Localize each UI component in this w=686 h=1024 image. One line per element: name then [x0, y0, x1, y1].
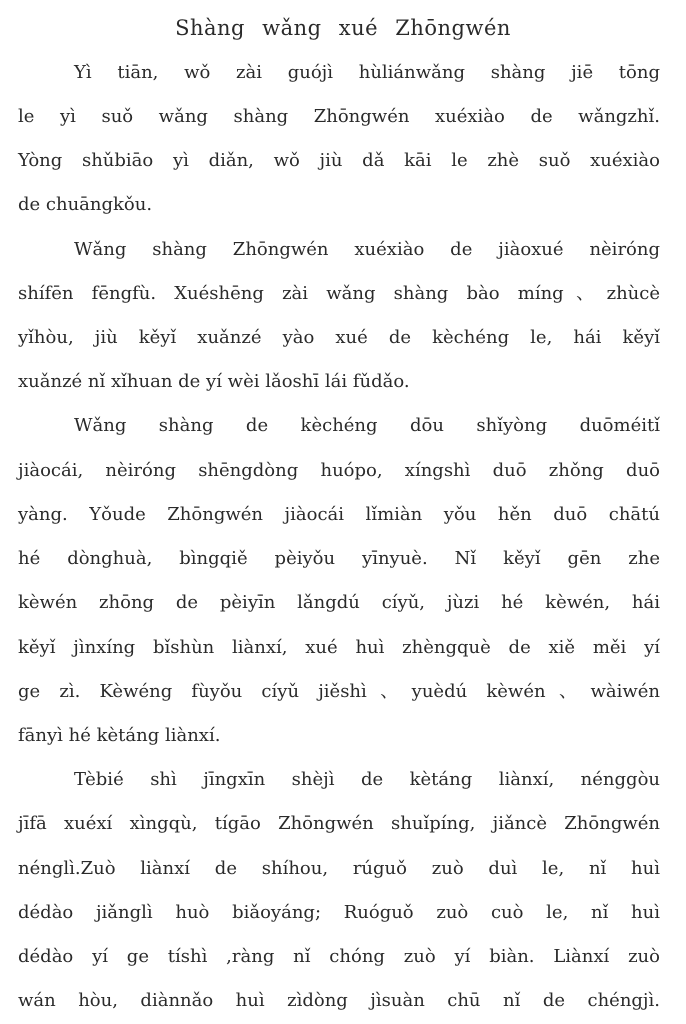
text-line: de chuāngkǒu. — [18, 194, 153, 215]
text-line: jiàocái, nèiróng shēngdòng huópo, xíngshì duō zhǒng duō — [18, 460, 660, 481]
text-line: shífēn fēngfù. Xuéshēng zài wǎng shàng bào míng、zhùcè — [18, 283, 660, 304]
text-line: yǐhòu, jiù kěyǐ xuǎnzé yào xué de kèchéng le, hái kěyǐ — [18, 327, 660, 348]
text-line: Tèbié shì jīngxīn shèjì de kètáng liànxí, nénggòu — [74, 769, 660, 790]
text-line: Yòng shǔbiāo yì diǎn, wǒ jiù dǎ kāi le zhè suǒ xuéxiào — [18, 150, 660, 171]
text-line: Yì tiān, wǒ zài guójì hùliánwǎng shàng jiē tōng — [74, 62, 660, 83]
text-line: dédào yí ge tíshì ,ràng nǐ chóng zuò yí biàn. Liànxí zuò — [18, 946, 660, 967]
text-line: nénglì.Zuò liànxí de shíhou, rúguǒ zuò duì le, nǐ huì — [18, 858, 660, 879]
text-line: Wǎng shàng Zhōngwén xuéxiào de jiàoxué nèiróng — [74, 239, 660, 260]
text-line: le yì suǒ wǎng shàng Zhōngwén xuéxiào de wǎngzhǐ. — [18, 106, 660, 127]
text-line: yàng. Yǒude Zhōngwén jiàocái lǐmiàn yǒu hěn duō chātú — [18, 504, 660, 525]
text-line: wán hòu, diànnǎo huì zìdòng jìsuàn chū nǐ de chéngjì. — [18, 990, 660, 1011]
text-line: kěyǐ jìnxíng bǐshùn liànxí, xué huì zhèngquè de xiě měi yí — [18, 637, 660, 658]
text-line: ge zì. Kèwéng fùyǒu cíyǔ jiěshì、yuèdú kèwén、wàiwén — [18, 681, 660, 702]
text-line: fānyì hé kètáng liànxí. — [18, 725, 221, 746]
text-line: Wǎng shàng de kèchéng dōu shǐyòng duōméitǐ — [74, 415, 660, 436]
text-line: jīfā xuéxí xìngqù, tígāo Zhōngwén shuǐpíng, jiǎncè Zhōngwén — [18, 813, 660, 834]
text-line: kèwén zhōng de pèiyīn lǎngdú cíyǔ, jùzi hé kèwén, hái — [18, 592, 660, 613]
text-line: hé dònghuà, bìngqiě pèiyǒu yīnyuè. Nǐ kěyǐ gēn zhe — [18, 548, 660, 569]
text-line: xuǎnzé nǐ xǐhuan de yí wèi lǎoshī lái fǔdǎo. — [18, 371, 410, 392]
document-title: Shàng wǎng xué Zhōngwén — [175, 16, 511, 40]
text-line: dédào jiǎnglì huò biǎoyáng; Ruóguǒ zuò cuò le, nǐ huì — [18, 902, 660, 923]
